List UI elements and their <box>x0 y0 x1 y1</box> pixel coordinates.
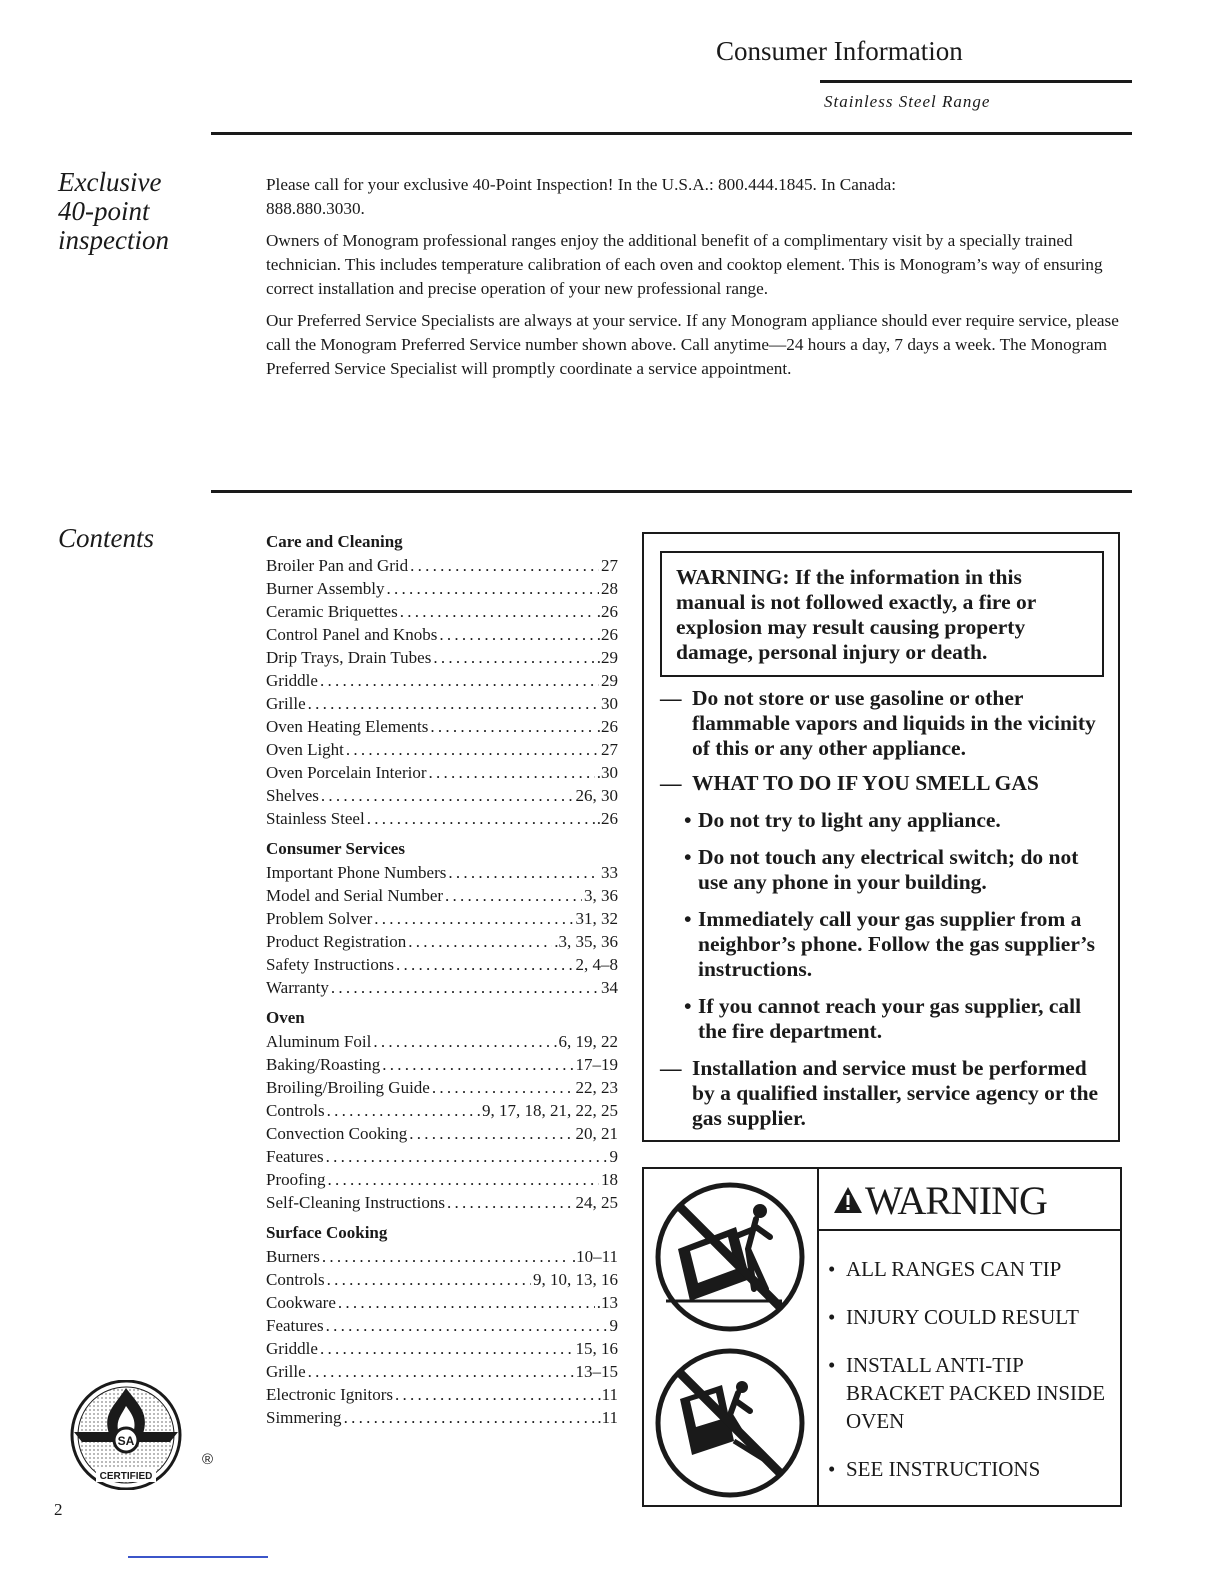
toc-entry <box>266 1406 618 1429</box>
toc-entry <box>266 577 618 600</box>
toc-leader-dots <box>322 1245 570 1268</box>
toc-entry-label: Important Phone Numbers <box>266 863 447 882</box>
toc-entry <box>266 861 618 884</box>
toc-entry-label: Self-Cleaning Instructions <box>266 1193 445 1212</box>
gas-warning-bullet-text: If you cannot reach your gas supplier, call the fire department. <box>698 994 1082 1043</box>
toc-entry-pages: 27 <box>601 740 618 759</box>
toc-leader-dots <box>320 669 599 692</box>
toc-entry <box>266 554 618 577</box>
toc-section-title: Consumer Services <box>266 839 405 858</box>
toc-leader-dots <box>308 1360 574 1383</box>
toc-leader-dots <box>395 1383 595 1406</box>
toc-section <box>266 837 618 999</box>
toc-entry-pages: 17–19 <box>575 1055 618 1074</box>
toc-leader-dots <box>447 1191 574 1214</box>
toc-entry-label: Burner Assembly <box>266 579 385 598</box>
gas-warning-bullet-text: Immediately call your gas supplier from a neighbor’s phone. Follow the gas supplier’s instructions. <box>698 907 1095 981</box>
inspection-heading-line: Exclusive <box>58 167 162 197</box>
toc-entry-label: Proofing <box>266 1170 326 1189</box>
csa-certified-seal <box>56 1380 216 1490</box>
toc-entry-label: Aluminum Foil <box>266 1032 372 1051</box>
toc-entry <box>266 1145 618 1168</box>
toc-entry <box>266 1337 618 1360</box>
toc-entry-pages: 20, 21 <box>575 1124 618 1143</box>
toc-leader-dots <box>328 1168 600 1191</box>
toc-entry-label: Problem Solver <box>266 909 373 928</box>
toc-section <box>266 1221 618 1429</box>
tip-warning-item-text: ALL RANGES CAN TIP <box>846 1257 1062 1281</box>
toc-entry <box>266 1122 618 1145</box>
seal-label: CERTIFIED <box>99 1471 153 1482</box>
gas-warning-list <box>660 686 1110 1141</box>
tip-warning-title <box>833 1179 1047 1223</box>
toc-entry-pages: .30 <box>596 763 618 782</box>
link-underline[interactable] <box>128 1556 268 1558</box>
no-standing-on-door-icon <box>658 1351 802 1495</box>
toc-entry-label: Broiler Pan and Grid <box>266 556 409 575</box>
toc-leader-dots <box>321 784 574 807</box>
inspection-phone-paragraph: Please call for your exclusive 40-Point Inspection! In the U.S.A.: 800.444.1845. In Canada: 888.880.3030. <box>266 175 897 218</box>
toc-entry-pages: .29 <box>596 648 618 667</box>
toc-leader-dots <box>445 884 582 907</box>
toc-leader-dots <box>326 1145 608 1168</box>
toc-entry <box>266 738 618 761</box>
toc-entry-pages: 33 <box>601 863 618 882</box>
toc-entry <box>266 953 618 976</box>
no-pulling-range-icon <box>658 1185 802 1329</box>
toc-entry <box>266 1383 618 1406</box>
toc-entry-pages: .26 <box>596 809 618 828</box>
toc-entry-label: Cookware <box>266 1293 336 1312</box>
toc-leader-dots <box>400 600 595 623</box>
tip-warning-item: • ALL RANGES CAN TIP <box>828 1257 1062 1281</box>
toc-leader-dots <box>409 1122 573 1145</box>
toc-leader-dots <box>373 1030 556 1053</box>
header-rule-short <box>820 80 1132 83</box>
toc-entry-pages: .26 <box>596 625 618 644</box>
toc-entry-pages: 3, 36 <box>584 886 618 905</box>
toc-entry-pages: 18 <box>601 1170 618 1189</box>
inspection-heading <box>58 168 208 255</box>
table-of-contents <box>266 530 618 1436</box>
toc-entry-pages: .11 <box>597 1385 618 1404</box>
toc-leader-dots <box>382 1053 573 1076</box>
inspection-heading-line: 40-point <box>58 196 150 226</box>
gas-warning-bullet: • Immediately call your gas supplier from a neighbor’s phone. Follow the gas supplier’s instructions. <box>684 907 1095 981</box>
toc-entry-pages: 9, 17, 18, 21, 22, 25 <box>482 1101 618 1120</box>
toc-entry <box>266 1314 618 1337</box>
toc-leader-dots <box>429 761 595 784</box>
toc-entry-pages: .26 <box>596 602 618 621</box>
toc-leader-dots <box>331 976 599 999</box>
toc-entry-pages: 9 <box>609 1316 618 1335</box>
gas-warning-bullet-text: Do not try to light any appliance. <box>698 808 1001 832</box>
tip-warning-item-text: INJURY COULD RESULT <box>846 1305 1079 1329</box>
toc-section-title: Care and Cleaning <box>266 532 403 551</box>
toc-section <box>266 530 618 830</box>
inspection-service-paragraph: Our Preferred Service Specialists are always at your service. If any Monogram appliance should ever require service, please call the Monogram Preferred Service number shown above. Call anytime—24 hours a day, 7 days a week. The Monogram Preferred Service Specialist will promptly coordinate a service appointment. <box>266 311 1119 378</box>
toc-leader-dots <box>430 715 594 738</box>
toc-entry-pages: 2, 4–8 <box>575 955 618 974</box>
toc-entry <box>266 692 618 715</box>
warning-triangle-icon <box>833 1186 863 1214</box>
gas-warning-bullet-text: Do not touch any electrical switch; do not use any phone in your building. <box>698 845 1079 894</box>
toc-entry-label: Convection Cooking <box>266 1124 408 1143</box>
tip-warning-item-text: INSTALL ANTI-TIP BRACKET PACKED INSIDE OVEN <box>846 1353 1106 1433</box>
toc-entry-label: Electronic Ignitors <box>266 1385 393 1404</box>
toc-entry <box>266 646 618 669</box>
tip-warning-list <box>828 1255 1118 1503</box>
toc-leader-dots <box>320 1337 574 1360</box>
gas-warning-headline: WARNING: If the information in this manual is not followed exactly, a fire or explosion may result causing property damage, personal injury or death. <box>660 551 1104 677</box>
toc-leader-dots <box>308 692 599 715</box>
gas-warning-item-text: Installation and service must be performed by a qualified installer, service agency or the gas supplier. <box>692 1056 1099 1130</box>
toc-entry-label: Broiling/Broiling Guide <box>266 1078 430 1097</box>
toc-entry <box>266 1076 618 1099</box>
toc-entry-label: Warranty <box>266 978 329 997</box>
toc-leader-dots <box>327 1268 531 1291</box>
toc-entry <box>266 1360 618 1383</box>
toc-entry-label: Ceramic Briquettes <box>266 602 398 621</box>
toc-leader-dots <box>338 1291 595 1314</box>
toc-entry-label: Burners <box>266 1247 320 1266</box>
toc-entry <box>266 1053 618 1076</box>
page-number: 2 <box>54 1500 63 1519</box>
gas-warning-item-text: WHAT TO DO IF YOU SMELL GAS <box>692 771 1039 795</box>
tip-warning-item: • INSTALL ANTI-TIP BRACKET PACKED INSIDE OVEN <box>828 1353 1106 1433</box>
inspection-text <box>266 173 1126 389</box>
toc-entry-pages: .3, 35, 36 <box>554 932 618 951</box>
toc-leader-dots <box>326 1314 608 1337</box>
toc-entry-pages: 9, 10, 13, 16 <box>533 1270 618 1289</box>
toc-leader-dots <box>344 1406 596 1429</box>
toc-leader-dots <box>346 738 599 761</box>
inspection-benefit-paragraph: Owners of Monogram professional ranges enjoy the additional benefit of a complimentary visit by a specially trained technician. This includes temperature calibration of each oven and cooktop element. This is Monogram’s way of ensuring correct installation and precise operation of your new professional range. <box>266 231 1103 298</box>
toc-leader-dots <box>367 807 595 830</box>
toc-entry <box>266 930 618 953</box>
toc-entry-pages: .26 <box>596 717 618 736</box>
toc-entry-label: Oven Porcelain Interior <box>266 763 427 782</box>
toc-entry-label: Stainless Steel <box>266 809 365 828</box>
toc-entry-label: Grille <box>266 1362 306 1381</box>
tip-warning-item: • INJURY COULD RESULT <box>828 1305 1079 1329</box>
toc-entry-pages: 24, 25 <box>575 1193 618 1212</box>
toc-entry <box>266 807 618 830</box>
section-title: Consumer Information <box>716 36 963 66</box>
gas-warning-item: — Do not store or use gasoline or other flammable vapors and liquids in the vicinity of this or any other appliance. <box>660 686 1096 760</box>
anti-tip-warning-box <box>642 1167 1122 1507</box>
toc-entry <box>266 600 618 623</box>
toc-entry <box>266 784 618 807</box>
tip-warning-icons <box>650 1179 810 1499</box>
toc-entry <box>266 623 618 646</box>
toc-entry-pages: .11 <box>597 1408 618 1427</box>
toc-entry-pages: 28 <box>601 579 618 598</box>
gas-warning-item: — WHAT TO DO IF YOU SMELL GAS <box>660 771 1039 795</box>
toc-entry <box>266 1245 618 1268</box>
toc-entry-label: Model and Serial Number <box>266 886 444 905</box>
toc-section <box>266 1006 618 1214</box>
tip-warning-item: • SEE INSTRUCTIONS <box>828 1457 1041 1481</box>
toc-entry-label: Safety Instructions <box>266 955 394 974</box>
gas-warning-bullet: • Do not try to light any appliance. <box>684 808 1001 832</box>
toc-entry-label: Drip Trays, Drain Tubes <box>266 648 432 667</box>
toc-leader-dots <box>433 646 594 669</box>
toc-entry-pages: 13–15 <box>575 1362 618 1381</box>
toc-entry-pages: 31, 32 <box>575 909 618 928</box>
toc-entry-pages: 27 <box>601 556 618 575</box>
toc-leader-dots <box>410 554 599 577</box>
toc-leader-dots <box>432 1076 574 1099</box>
toc-leader-dots <box>448 861 599 884</box>
toc-entry-label: Oven Light <box>266 740 344 759</box>
product-subtitle: Stainless Steel Range <box>824 92 991 111</box>
toc-section-title: Oven <box>266 1008 305 1027</box>
toc-entry <box>266 1168 618 1191</box>
toc-entry <box>266 1291 618 1314</box>
toc-entry-label: Control Panel and Knobs <box>266 625 438 644</box>
toc-entry <box>266 761 618 784</box>
toc-leader-dots <box>374 907 573 930</box>
toc-entry-label: Features <box>266 1316 324 1335</box>
toc-entry <box>266 907 618 930</box>
tip-warning-item-text: SEE INSTRUCTIONS <box>846 1457 1041 1481</box>
toc-entry-pages: 22, 23 <box>575 1078 618 1097</box>
toc-entry-pages: .13 <box>596 1293 618 1312</box>
toc-entry <box>266 976 618 999</box>
toc-entry <box>266 715 618 738</box>
toc-entry-label: Oven Heating Elements <box>266 717 429 736</box>
toc-leader-dots <box>439 623 594 646</box>
toc-entry <box>266 1099 618 1122</box>
toc-entry <box>266 1268 618 1291</box>
toc-leader-dots <box>327 1099 480 1122</box>
toc-entry-label: Features <box>266 1147 324 1166</box>
toc-entry-pages: 34 <box>601 978 618 997</box>
inspection-heading-line: inspection <box>58 225 169 255</box>
section-rule <box>211 490 1132 493</box>
contents-heading: Contents <box>58 523 155 553</box>
gas-warning-item: — Installation and service must be performed by a qualified installer, service agency or the gas supplier. <box>660 1056 1099 1130</box>
registered-mark: ® <box>202 1451 214 1468</box>
toc-entry-pages: 15, 16 <box>575 1339 618 1358</box>
toc-entry-pages: .10–11 <box>571 1247 618 1266</box>
tip-warning-header <box>819 1169 1120 1231</box>
gas-warning-item-text: Do not store or use gasoline or other flammable vapors and liquids in the vicinity of this or any other appliance. <box>692 686 1096 760</box>
toc-entry-label: Griddle <box>266 1339 318 1358</box>
toc-entry <box>266 1030 618 1053</box>
toc-entry-label: Simmering <box>266 1408 342 1427</box>
svg-text:SA: SA <box>117 1434 135 1448</box>
toc-entry-pages: 30 <box>601 694 618 713</box>
gas-warning-bullet: • If you cannot reach your gas supplier, call the fire department. <box>684 994 1082 1043</box>
toc-entry-label: Product Registration <box>266 932 407 951</box>
toc-entry-pages: 6, 19, 22 <box>558 1032 618 1051</box>
toc-entry <box>266 884 618 907</box>
gas-warning-box <box>642 532 1120 1142</box>
toc-entry-pages: 29 <box>601 671 618 690</box>
toc-entry-pages: 26, 30 <box>575 786 618 805</box>
toc-entry-label: Controls <box>266 1101 325 1120</box>
toc-entry-label: Griddle <box>266 671 318 690</box>
header-rule <box>211 132 1132 135</box>
toc-leader-dots <box>408 930 552 953</box>
toc-leader-dots <box>396 953 574 976</box>
tip-warning-title-text: WARNING <box>865 1178 1047 1223</box>
toc-entry-label: Shelves <box>266 786 319 805</box>
toc-entry-label: Controls <box>266 1270 325 1289</box>
toc-entry-label: Baking/Roasting <box>266 1055 381 1074</box>
toc-entry-label: Grille <box>266 694 306 713</box>
toc-section-title: Surface Cooking <box>266 1223 388 1242</box>
toc-leader-dots <box>387 577 599 600</box>
toc-entry <box>266 669 618 692</box>
toc-entry <box>266 1191 618 1214</box>
gas-warning-bullet: • Do not touch any electrical switch; do not use any phone in your building. <box>684 845 1079 894</box>
toc-entry-pages: 9 <box>609 1147 618 1166</box>
